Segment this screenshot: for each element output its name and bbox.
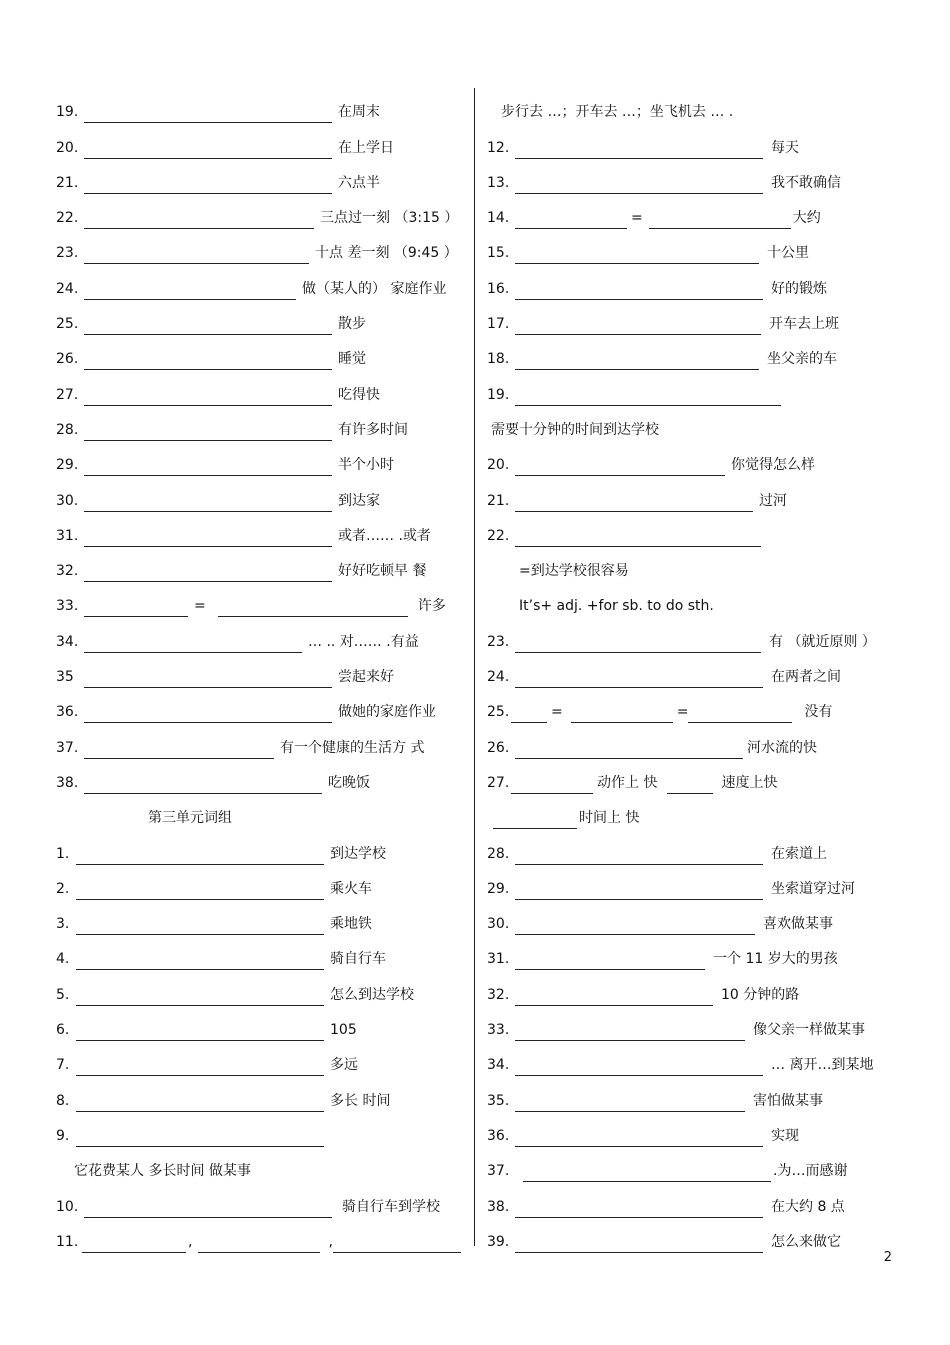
answer-blank[interactable] bbox=[76, 1026, 324, 1041]
answer-blank[interactable] bbox=[515, 1238, 763, 1253]
list-item bbox=[487, 1076, 887, 1111]
page-number: 2 bbox=[883, 1250, 892, 1265]
item-text: 到达家 bbox=[338, 492, 380, 509]
item-number: 15. bbox=[487, 245, 510, 262]
answer-blank[interactable] bbox=[649, 214, 791, 229]
list-item bbox=[56, 900, 466, 935]
answer-blank[interactable] bbox=[84, 214, 314, 229]
list-item bbox=[487, 300, 887, 335]
item-number: 16. bbox=[487, 280, 510, 297]
answer-blank[interactable] bbox=[515, 320, 761, 335]
list-item bbox=[56, 1006, 466, 1041]
item-text: 有许多时间 bbox=[338, 421, 408, 438]
item-text: 半个小时 bbox=[338, 457, 394, 474]
list-item bbox=[56, 88, 466, 123]
list-item bbox=[56, 1147, 466, 1182]
equals-sign: = bbox=[676, 704, 689, 721]
item-text: 十点 差一刻 （9:45 ） bbox=[315, 245, 458, 262]
answer-blank[interactable] bbox=[515, 885, 763, 900]
list-item bbox=[56, 229, 466, 264]
answer-blank[interactable] bbox=[515, 179, 763, 194]
item-number: 37. bbox=[56, 739, 79, 756]
item-text: 做（某人的） 家庭作业 bbox=[302, 280, 447, 297]
item-continuation: =到达学校很容易 bbox=[519, 563, 629, 580]
item-number: 28. bbox=[56, 421, 79, 438]
list-item bbox=[487, 1147, 887, 1182]
item-text: 我不敢确信 bbox=[771, 174, 841, 191]
list-item bbox=[56, 1041, 466, 1076]
answer-blank[interactable] bbox=[76, 885, 324, 900]
answer-blank[interactable] bbox=[84, 497, 332, 512]
item-text: 多远 bbox=[330, 1057, 358, 1074]
list-item bbox=[487, 1041, 887, 1076]
list-item bbox=[56, 1218, 466, 1253]
answer-blank[interactable] bbox=[76, 955, 324, 970]
item-text: 三点过一刻 （3:15 ） bbox=[320, 210, 459, 227]
list-item bbox=[487, 935, 887, 970]
item-text: 吃晚饭 bbox=[328, 774, 370, 791]
section-title: 第三单元词组 bbox=[148, 810, 232, 827]
answer-blank[interactable] bbox=[84, 673, 332, 688]
item-number: 33. bbox=[56, 598, 79, 615]
answer-blank[interactable] bbox=[198, 1238, 320, 1253]
answer-blank[interactable] bbox=[84, 602, 188, 617]
answer-blank[interactable] bbox=[333, 1238, 461, 1253]
list-item bbox=[487, 194, 887, 229]
answer-blank[interactable] bbox=[76, 991, 324, 1006]
answer-blank[interactable] bbox=[76, 850, 324, 865]
list-item bbox=[56, 582, 466, 617]
item-number: 36. bbox=[56, 704, 79, 721]
answer-blank[interactable] bbox=[76, 1061, 324, 1076]
answer-blank[interactable] bbox=[515, 850, 763, 865]
item-text: 坐父亲的车 bbox=[767, 351, 837, 368]
item-text: 有一个健康的生活方 式 bbox=[280, 739, 425, 756]
list-item bbox=[56, 476, 466, 511]
list-item bbox=[487, 1182, 887, 1217]
answer-blank[interactable] bbox=[84, 461, 332, 476]
answer-blank[interactable] bbox=[84, 391, 332, 406]
list-item bbox=[487, 547, 887, 582]
list-item bbox=[487, 582, 887, 617]
item-number: 22. bbox=[487, 527, 510, 544]
answer-blank[interactable] bbox=[82, 1238, 186, 1253]
list-item bbox=[487, 123, 887, 158]
item-number: 35. bbox=[487, 1092, 510, 1109]
answer-blank[interactable] bbox=[515, 920, 755, 935]
answer-blank[interactable] bbox=[84, 320, 332, 335]
list-item bbox=[56, 547, 466, 582]
list-item bbox=[56, 653, 466, 688]
item-number: 19. bbox=[56, 104, 79, 121]
list-item bbox=[56, 617, 466, 652]
answer-blank[interactable] bbox=[515, 249, 759, 264]
item-text: 在上学日 bbox=[338, 139, 394, 156]
item-number: 31. bbox=[487, 951, 510, 968]
answer-blank[interactable] bbox=[515, 391, 781, 406]
answer-blank[interactable] bbox=[515, 461, 725, 476]
list-item bbox=[56, 512, 466, 547]
item-number: 5. bbox=[56, 986, 70, 1003]
list-item bbox=[487, 264, 887, 299]
item-text: 好好吃顿早 餐 bbox=[338, 563, 427, 580]
answer-blank[interactable] bbox=[523, 1167, 771, 1182]
list-item bbox=[56, 1182, 466, 1217]
answer-blank[interactable] bbox=[84, 532, 332, 547]
answer-blank[interactable] bbox=[571, 708, 673, 723]
item-number: 26. bbox=[487, 739, 510, 756]
item-text: 吃得快 bbox=[338, 386, 380, 403]
item-number: 34. bbox=[56, 633, 79, 650]
list-item bbox=[56, 300, 466, 335]
item-number: 20. bbox=[56, 139, 79, 156]
item-text: 10 分钟的路 bbox=[721, 986, 800, 1003]
item-text: 动作上 快 bbox=[597, 774, 658, 791]
list-item bbox=[487, 688, 887, 723]
item-number: 39. bbox=[487, 1233, 510, 1250]
item-text: 怎么到达学校 bbox=[330, 986, 414, 1003]
answer-blank[interactable] bbox=[515, 1203, 763, 1218]
answer-blank[interactable] bbox=[515, 497, 753, 512]
item-text: 大约 bbox=[792, 210, 821, 227]
list-item bbox=[56, 123, 466, 158]
item-text: … .. 对…… .有益 bbox=[308, 633, 419, 650]
list-item bbox=[56, 829, 466, 864]
answer-blank[interactable] bbox=[493, 814, 577, 829]
answer-blank[interactable] bbox=[84, 744, 274, 759]
item-number: 11. bbox=[56, 1233, 79, 1250]
item-number: 20. bbox=[487, 457, 510, 474]
item-text: 乘地铁 bbox=[330, 916, 372, 933]
equals-sign: = bbox=[194, 598, 206, 615]
item-number: 8. bbox=[56, 1092, 70, 1109]
list-item bbox=[56, 759, 466, 794]
item-continuation: It’s+ adj. +for sb. to do sth. bbox=[519, 598, 714, 615]
item-number: 27. bbox=[56, 386, 79, 403]
item-text: 做她的家庭作业 bbox=[338, 704, 436, 721]
answer-blank[interactable] bbox=[84, 708, 332, 723]
comma-separator: , bbox=[328, 1233, 333, 1250]
item-number: 34. bbox=[487, 1057, 510, 1074]
list-item bbox=[487, 794, 887, 829]
column-divider bbox=[474, 88, 475, 1246]
item-number: 33. bbox=[487, 1022, 510, 1039]
answer-blank[interactable] bbox=[515, 532, 761, 547]
item-number: 22. bbox=[56, 210, 79, 227]
item-number: 24. bbox=[487, 669, 510, 686]
item-continuation: 步行去 …；开车去 …；坐飞机去 … . bbox=[501, 104, 734, 121]
item-text: 在两者之间 bbox=[771, 669, 841, 686]
list-item bbox=[56, 935, 466, 970]
list-item bbox=[487, 441, 887, 476]
answer-blank[interactable] bbox=[515, 355, 759, 370]
list-item bbox=[56, 194, 466, 229]
item-text: 怎么来做它 bbox=[771, 1233, 841, 1250]
item-text: 或者…… .或者 bbox=[338, 527, 431, 544]
list-item bbox=[487, 159, 887, 194]
item-number: 24. bbox=[56, 280, 79, 297]
item-text: 有 （就近原则 ） bbox=[769, 633, 876, 650]
answer-blank[interactable] bbox=[84, 285, 296, 300]
list-item bbox=[56, 1076, 466, 1111]
answer-blank[interactable] bbox=[218, 602, 408, 617]
item-text: 喜欢做某事 bbox=[763, 916, 833, 933]
item-number: 21. bbox=[56, 174, 79, 191]
answer-blank[interactable] bbox=[84, 249, 309, 264]
answer-blank[interactable] bbox=[515, 1132, 763, 1147]
answer-blank[interactable] bbox=[84, 108, 332, 123]
item-text: 你觉得怎么样 bbox=[731, 457, 815, 474]
list-item bbox=[56, 335, 466, 370]
item-number: 9. bbox=[56, 1127, 70, 1144]
answer-blank[interactable] bbox=[84, 1203, 332, 1218]
item-number: 23. bbox=[487, 633, 510, 650]
item-number: 21. bbox=[487, 492, 510, 509]
item-number: 31. bbox=[56, 527, 79, 544]
answer-blank[interactable] bbox=[84, 779, 322, 794]
list-item bbox=[487, 88, 887, 123]
answer-blank[interactable] bbox=[515, 673, 763, 688]
item-number: 2. bbox=[56, 880, 70, 897]
item-text: 睡觉 bbox=[338, 351, 366, 368]
item-number: 7. bbox=[56, 1057, 70, 1074]
list-item bbox=[487, 617, 887, 652]
answer-blank[interactable] bbox=[84, 638, 302, 653]
item-text: 像父亲一样做某事 bbox=[753, 1022, 865, 1039]
list-item bbox=[487, 865, 887, 900]
item-text: 乘火车 bbox=[330, 880, 372, 897]
item-text: 过河 bbox=[759, 492, 787, 509]
list-item bbox=[487, 370, 887, 405]
list-item bbox=[56, 406, 466, 441]
answer-blank[interactable] bbox=[511, 779, 593, 794]
item-number: 28. bbox=[487, 845, 510, 862]
right-column bbox=[487, 88, 887, 1253]
equals-sign: = bbox=[551, 704, 563, 721]
item-number: 14. bbox=[487, 210, 510, 227]
item-text: 尝起来好 bbox=[338, 669, 394, 686]
list-item bbox=[487, 900, 887, 935]
item-number: 29. bbox=[56, 457, 79, 474]
list-item bbox=[487, 759, 887, 794]
item-text: 实现 bbox=[771, 1127, 799, 1144]
item-continuation: 需要十分钟的时间到达学校 bbox=[491, 421, 659, 438]
item-text: 105 bbox=[330, 1022, 357, 1039]
item-number: 6. bbox=[56, 1022, 70, 1039]
item-text: 在周末 bbox=[338, 104, 380, 121]
list-item bbox=[56, 688, 466, 723]
list-item bbox=[487, 1006, 887, 1041]
item-text: 害怕做某事 bbox=[753, 1092, 823, 1109]
answer-blank[interactable] bbox=[84, 355, 332, 370]
item-text: 骑自行车到学校 bbox=[342, 1198, 440, 1215]
item-number: 23. bbox=[56, 245, 79, 262]
item-text: 没有 bbox=[804, 704, 833, 721]
list-item bbox=[487, 829, 887, 864]
answer-blank[interactable] bbox=[515, 144, 763, 159]
item-number: 37. bbox=[487, 1163, 510, 1180]
list-item bbox=[56, 370, 466, 405]
item-number: 25. bbox=[56, 316, 79, 333]
item-text: 散步 bbox=[338, 316, 366, 333]
item-text: … 离开…到某地 bbox=[771, 1057, 874, 1074]
item-text: .为…而感谢 bbox=[773, 1163, 848, 1180]
answer-blank[interactable] bbox=[84, 567, 332, 582]
item-text: 开车去上班 bbox=[769, 316, 839, 333]
item-number: 35 bbox=[56, 669, 74, 686]
item-number: 12. bbox=[487, 139, 510, 156]
list-item bbox=[56, 1112, 466, 1147]
list-item bbox=[487, 970, 887, 1005]
answer-blank[interactable] bbox=[84, 179, 332, 194]
equals-sign: = bbox=[631, 210, 643, 227]
item-number: 26. bbox=[56, 351, 79, 368]
list-item bbox=[487, 512, 887, 547]
item-number: 19. bbox=[487, 386, 510, 403]
item-number: 4. bbox=[56, 951, 70, 968]
answer-blank[interactable] bbox=[515, 1061, 763, 1076]
item-number: 38. bbox=[56, 774, 79, 791]
list-item bbox=[487, 653, 887, 688]
item-text: 骑自行车 bbox=[330, 951, 386, 968]
answer-blank[interactable] bbox=[76, 1097, 324, 1112]
item-number: 1. bbox=[56, 845, 70, 862]
item-text: 在大约 8 点 bbox=[771, 1198, 845, 1215]
list-item bbox=[56, 794, 466, 829]
item-text: 在索道上 bbox=[771, 845, 827, 862]
item-text: 坐索道穿过河 bbox=[771, 880, 855, 897]
item-number: 36. bbox=[487, 1127, 510, 1144]
answer-blank[interactable] bbox=[515, 1097, 745, 1112]
answer-blank[interactable] bbox=[515, 744, 743, 759]
answer-blank[interactable] bbox=[515, 1026, 745, 1041]
item-number: 25. bbox=[487, 704, 510, 721]
answer-blank[interactable] bbox=[515, 991, 713, 1006]
answer-blank[interactable] bbox=[515, 638, 761, 653]
answer-blank[interactable] bbox=[76, 1132, 324, 1147]
list-item bbox=[487, 1112, 887, 1147]
list-item bbox=[487, 406, 887, 441]
item-number: 10. bbox=[56, 1198, 79, 1215]
list-item bbox=[487, 723, 887, 758]
item-text: 多长 时间 bbox=[330, 1092, 391, 1109]
list-item bbox=[56, 865, 466, 900]
item-text: 许多 bbox=[417, 598, 446, 615]
list-item bbox=[487, 476, 887, 511]
answer-blank[interactable] bbox=[667, 779, 713, 794]
list-item bbox=[56, 723, 466, 758]
item-text: 十公里 bbox=[767, 245, 809, 262]
item-number: 17. bbox=[487, 316, 510, 333]
list-item bbox=[487, 335, 887, 370]
list-item bbox=[56, 441, 466, 476]
list-item bbox=[487, 1218, 887, 1253]
item-text: 一个 11 岁大的男孩 bbox=[713, 951, 838, 968]
item-number: 30. bbox=[56, 492, 79, 509]
item-text: 每天 bbox=[771, 139, 799, 156]
answer-blank[interactable] bbox=[515, 285, 763, 300]
item-number: 3. bbox=[56, 916, 70, 933]
item-continuation: 它花费某人 多长时间 做某事 bbox=[74, 1163, 251, 1180]
item-number: 27. bbox=[487, 774, 510, 791]
answer-blank[interactable] bbox=[515, 955, 705, 970]
item-number: 30. bbox=[487, 916, 510, 933]
item-text: 六点半 bbox=[338, 174, 380, 191]
list-item bbox=[56, 159, 466, 194]
answer-blank[interactable] bbox=[76, 920, 324, 935]
left-column bbox=[56, 88, 466, 1253]
item-number: 18. bbox=[487, 351, 510, 368]
item-text: 到达学校 bbox=[330, 845, 386, 862]
item-continuation: 时间上 快 bbox=[579, 810, 640, 827]
answer-blank[interactable] bbox=[84, 426, 332, 441]
item-text: 速度上快 bbox=[721, 774, 778, 791]
comma-separator: , bbox=[188, 1233, 193, 1250]
answer-blank[interactable] bbox=[515, 214, 627, 229]
item-number: 32. bbox=[56, 563, 79, 580]
answer-blank[interactable] bbox=[84, 144, 332, 159]
item-number: 32. bbox=[487, 986, 510, 1003]
answer-blank[interactable] bbox=[511, 708, 547, 723]
item-number: 38. bbox=[487, 1198, 510, 1215]
list-item bbox=[487, 229, 887, 264]
item-text: 河水流的快 bbox=[747, 739, 817, 756]
list-item bbox=[56, 970, 466, 1005]
item-number: 13. bbox=[487, 174, 510, 191]
list-item bbox=[56, 264, 466, 299]
item-text: 好的锻炼 bbox=[771, 280, 827, 297]
item-number: 29. bbox=[487, 880, 510, 897]
answer-blank[interactable] bbox=[688, 708, 792, 723]
